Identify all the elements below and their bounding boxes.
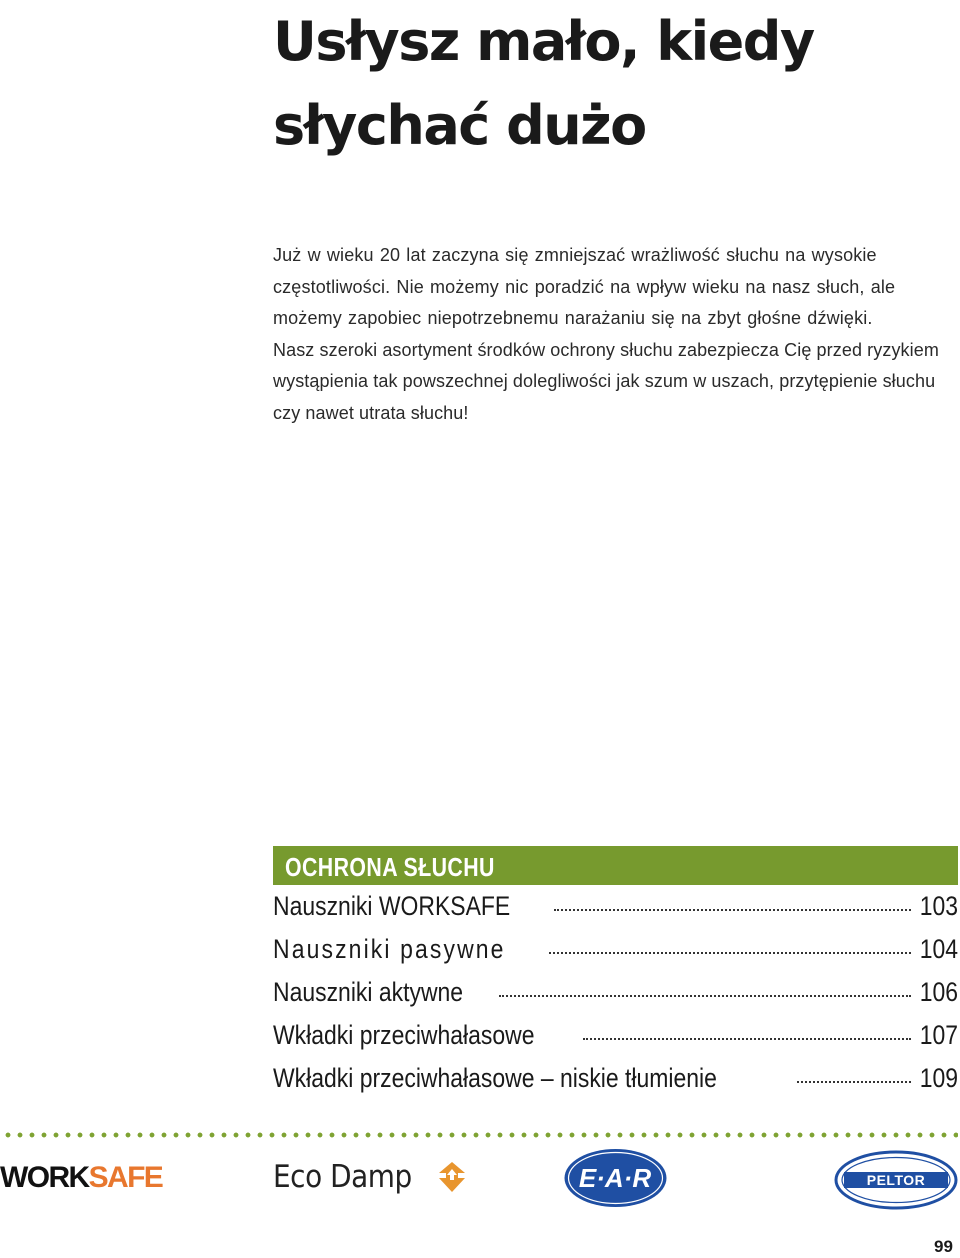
ecodamp-logo xyxy=(273,1152,467,1202)
toc-entry-page: 103 xyxy=(919,891,958,921)
toc-entry-earplugs-low[interactable] xyxy=(273,1057,958,1100)
toc-entry-label: Nauszniki pasywne xyxy=(273,934,506,964)
toc-entry-active[interactable] xyxy=(273,971,958,1014)
peltor-logo-text: PELTOR xyxy=(866,1172,926,1188)
toc-entry-page: 109 xyxy=(919,1063,958,1093)
worksafe-logo xyxy=(0,1158,190,1198)
toc-header-label: OCHRONA SŁUCHU xyxy=(285,852,495,882)
toc-entry-label: Wkładki przeciwhałasowe – niskie tłumienie xyxy=(273,1063,717,1093)
toc-entry-page: 106 xyxy=(919,977,958,1007)
toc-entry-page: 104 xyxy=(919,934,958,964)
table-of-contents xyxy=(273,846,958,1100)
ear-logo xyxy=(563,1147,668,1209)
worksafe-logo-safe: SAFE xyxy=(88,1161,163,1194)
ear-logo-text: E·A·R xyxy=(578,1163,652,1193)
toc-dot-leader xyxy=(549,952,911,954)
dotted-divider xyxy=(2,1132,958,1138)
worksafe-logo-work: WORK xyxy=(0,1161,89,1194)
intro-text xyxy=(273,240,960,429)
toc-entry-earplugs[interactable] xyxy=(273,1014,958,1057)
toc-entry-worksafe[interactable] xyxy=(273,885,958,928)
title-line-1: Usłysz mało, kiedy xyxy=(273,10,814,73)
toc-entry-label: Nauszniki WORKSAFE xyxy=(273,891,511,921)
intro-paragraph-2: Nasz szeroki asortyment środków ochrony słuchu zabezpiecza Cię przed ryzykiem wystąpienia tak powszechnej dolegliwości jak szum w uszach, przytępienie słuchu czy nawet utrata słuchu! xyxy=(273,339,939,423)
toc-dot-leader xyxy=(583,1038,911,1040)
toc-dot-leader xyxy=(554,909,911,911)
toc-dot-leader xyxy=(499,995,911,997)
toc-entry-label: Wkładki przeciwhałasowe xyxy=(273,1020,535,1050)
peltor-logo xyxy=(834,1150,958,1210)
ecodamp-arrow-icon xyxy=(437,1160,467,1194)
page-title xyxy=(273,0,953,168)
page-number: 99 xyxy=(934,1237,953,1256)
intro-paragraph-1: Już w wieku 20 lat zaczyna się zmniejszać wrażliwość słuchu na wysokie częstotliwości. Nie możemy nic poradzić na wpływ wieku na nasz słuch, ale możemy zapobiec niepotrzebnemu narażaniu się na zbyt głośne dźwięki. xyxy=(273,245,896,328)
toc-header xyxy=(273,846,958,885)
title-line-2: słychać dużo xyxy=(273,94,646,157)
toc-entry-passive[interactable] xyxy=(273,928,958,971)
toc-dot-leader xyxy=(797,1081,911,1083)
toc-entry-label: Nauszniki aktywne xyxy=(273,977,464,1007)
ecodamp-logo-text: Eco Damp xyxy=(273,1159,412,1195)
toc-entry-page: 107 xyxy=(919,1020,958,1050)
